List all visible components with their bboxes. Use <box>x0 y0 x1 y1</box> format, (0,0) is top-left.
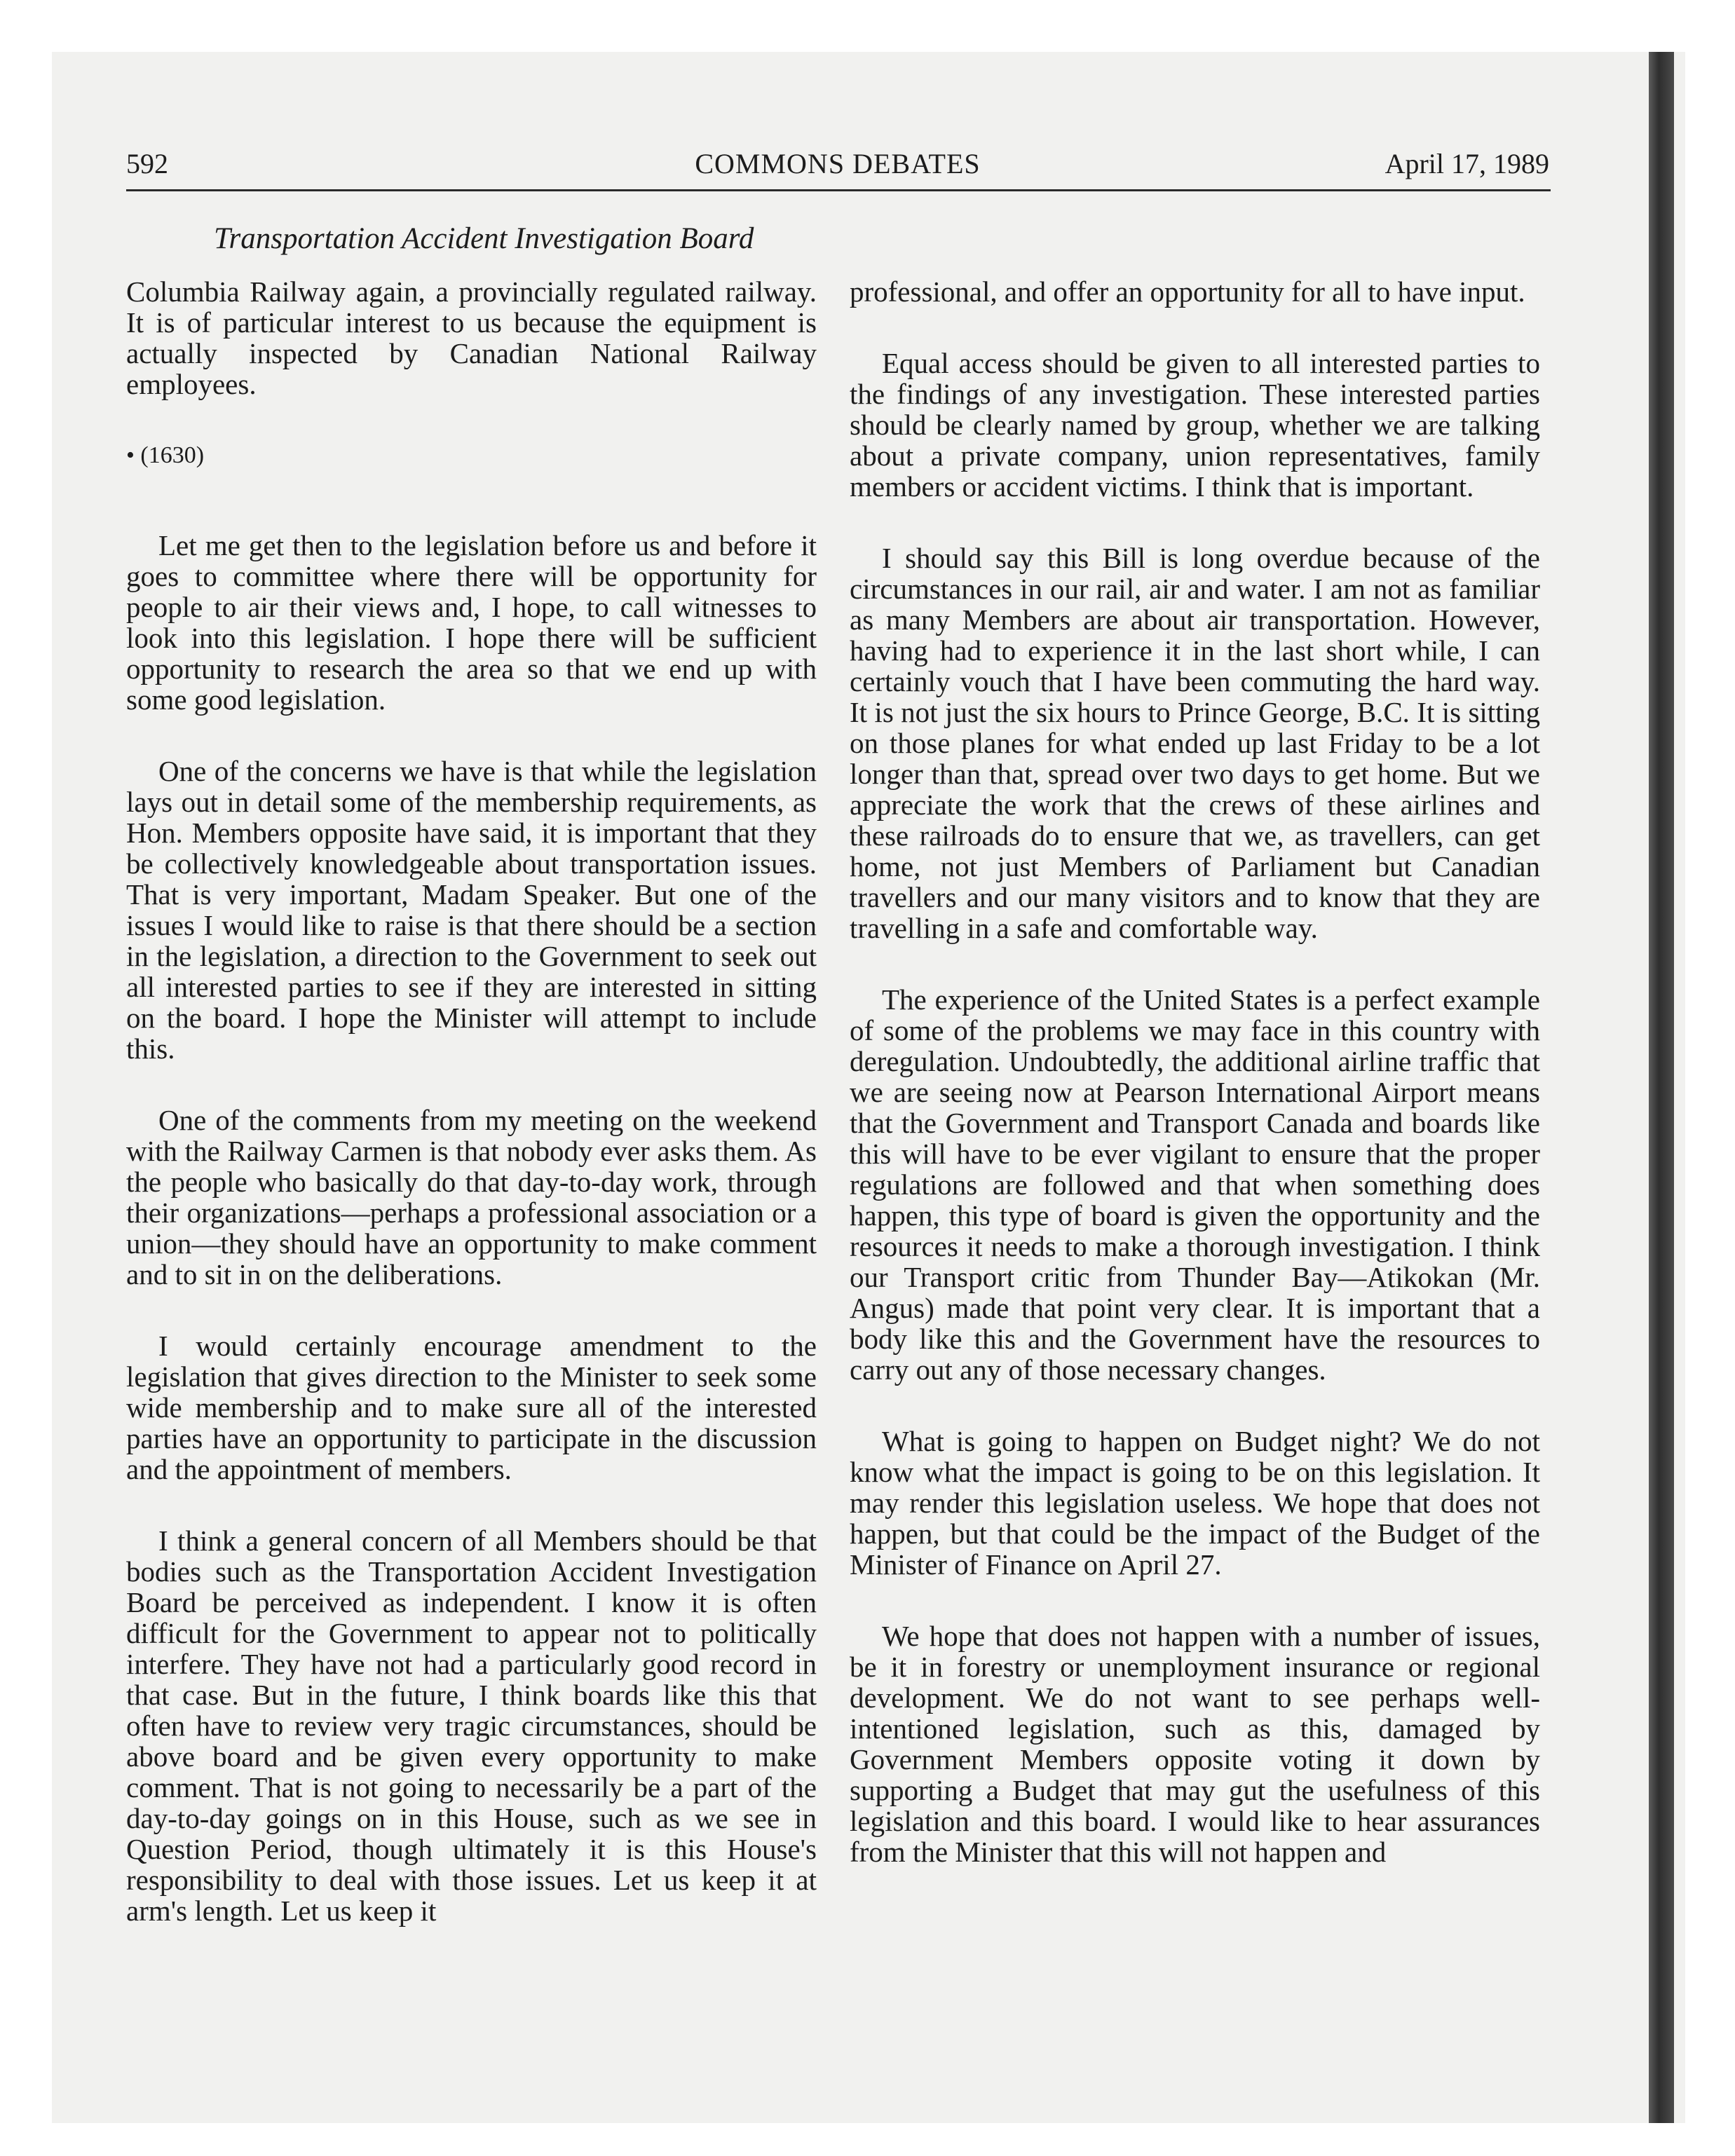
paragraph: I think a general concern of all Members should be that bodies such as the Transportation Accident Investigation Board be perceived as independent. I know it is often difficult for the Government to appear not to politically interfere. They have not had a particularly good record in that case. But in the future, I think boards like this that often have to review very tragic circumstances, should be above board and be given every opportunity to make comment. That is not going to necessarily be a part of the day-to-day goings on in this House, such as we see in Question Period, though ultimately it is this House's responsibility to deal with those issues. Let us keep it at arm's length. Let us keep it <box>126 1524 817 1927</box>
paragraph: What is going to happen on Budget night? We do not know what the impact is going to be on this legislation. It may render this legislation useless. We hope that does not happen, but that could be the impact of the Budget of the Minister of Finance on April 27. <box>850 1425 1540 1581</box>
publication-date: April 17, 1989 <box>1384 148 1549 179</box>
header-rule <box>126 189 1551 191</box>
paragraph: We hope that does not happen with a number of issues, be it in forestry or unemployment insurance or regional development. We do not want to see perhaps well-intentioned legislation, such as this, damaged by Government Members opposite voting it down by supporting a Budget that may gut the usefulness of this legislation and this board. I would like to hear assurances from the Minister that this will not happen and <box>850 1620 1540 1868</box>
paragraph: One of the concerns we have is that while the legislation lays out in detail some of the membership requirements, as Hon. Members opposite have said, it is important that they be collectively knowledgeable about transportation issues. That is very important, Madam Speaker. But one of the issues I would like to raise is that there should be a section in the legislation, a direction to the Government to seek out all interested parties to see if they are interested in sitting on the board. I hope the Minister will attempt to include this. <box>126 755 817 1065</box>
publication-title: COMMONS DEBATES <box>695 148 981 179</box>
paragraph: I should say this Bill is long overdue because of the circumstances in our rail, air and water. I am not as familiar as many Members are about air transportation. However, having had to experience it in the last short while, I can certainly vouch that I have been commuting the hard way. It is not just the six hours to Prince George, B.C. It is sitting on those planes for what ended up last Friday to be a lot longer than that, spread over two days to get home. But we appreciate the work that the crews of these airlines and these railroads do to ensure that we, as travellers, can get home, not just Members of Parliament but Canadian travellers and our many visitors and to know that they are travelling in a safe and comfortable way. <box>850 542 1540 944</box>
scan-binding-edge <box>1649 52 1674 2123</box>
paragraph: The experience of the United States is a perfect example of some of the problems we may face in this country with deregulation. Undoubtedly, the additional airline traffic that we are seeing now at Pearson International Airport means that the Government and Transport Canada and boards like this will have to be ever vigilant to ensure that the proper regulations are followed and that when something does happen, this type of board is given the opportunity and the resources it needs to make a thorough investigation. I think our Transport critic from Thunder Bay—Atikokan (Mr. Angus) made that point very clear. It is important that a body like this and the Government have the resources to carry out any of those necessary changes. <box>850 983 1540 1386</box>
paragraph: I would certainly encourage amendment to the legislation that gives direction to the Minister to seek some wide membership and to make sure all of the interested parties have an opportunity to participate in the discussion and the appointment of members. <box>126 1330 817 1485</box>
page-header <box>126 147 1549 189</box>
paragraph: Equal access should be given to all interested parties to the findings of any investigation. These interested parties should be clearly named by group, whether we are talking about a private company, union representatives, family members or accident victims. I think that is important. <box>850 347 1540 503</box>
right-column <box>850 276 1540 1908</box>
paragraph: professional, and offer an opportunity for all to have input. <box>850 275 1525 308</box>
paragraph: One of the comments from my meeting on the weekend with the Railway Carmen is that nobody ever asks them. As the people who basically do that day-to-day work, through their organizations—perhaps a professional association or a union—they should have an opportunity to make comment and to sit in on the deliberations. <box>126 1104 817 1290</box>
page-number: 592 <box>126 148 168 179</box>
paragraph: Let me get then to the legislation before us and before it goes to committee where there will be opportunity for people to air their views and, I hope, to call witnesses to look into this legislation. I hope there will be sufficient opportunity to research the area so that we end up with some good legislation. <box>126 529 817 716</box>
section-title: Transportation Accident Investigation Board <box>214 222 754 255</box>
time-marker: • (1630) <box>126 442 205 468</box>
paragraph: Columbia Railway again, a provincially regulated railway. It is of particular interest to us because the equipment is actually inspected by Canadian National Railway employees. <box>126 275 817 400</box>
left-column <box>126 276 817 1967</box>
